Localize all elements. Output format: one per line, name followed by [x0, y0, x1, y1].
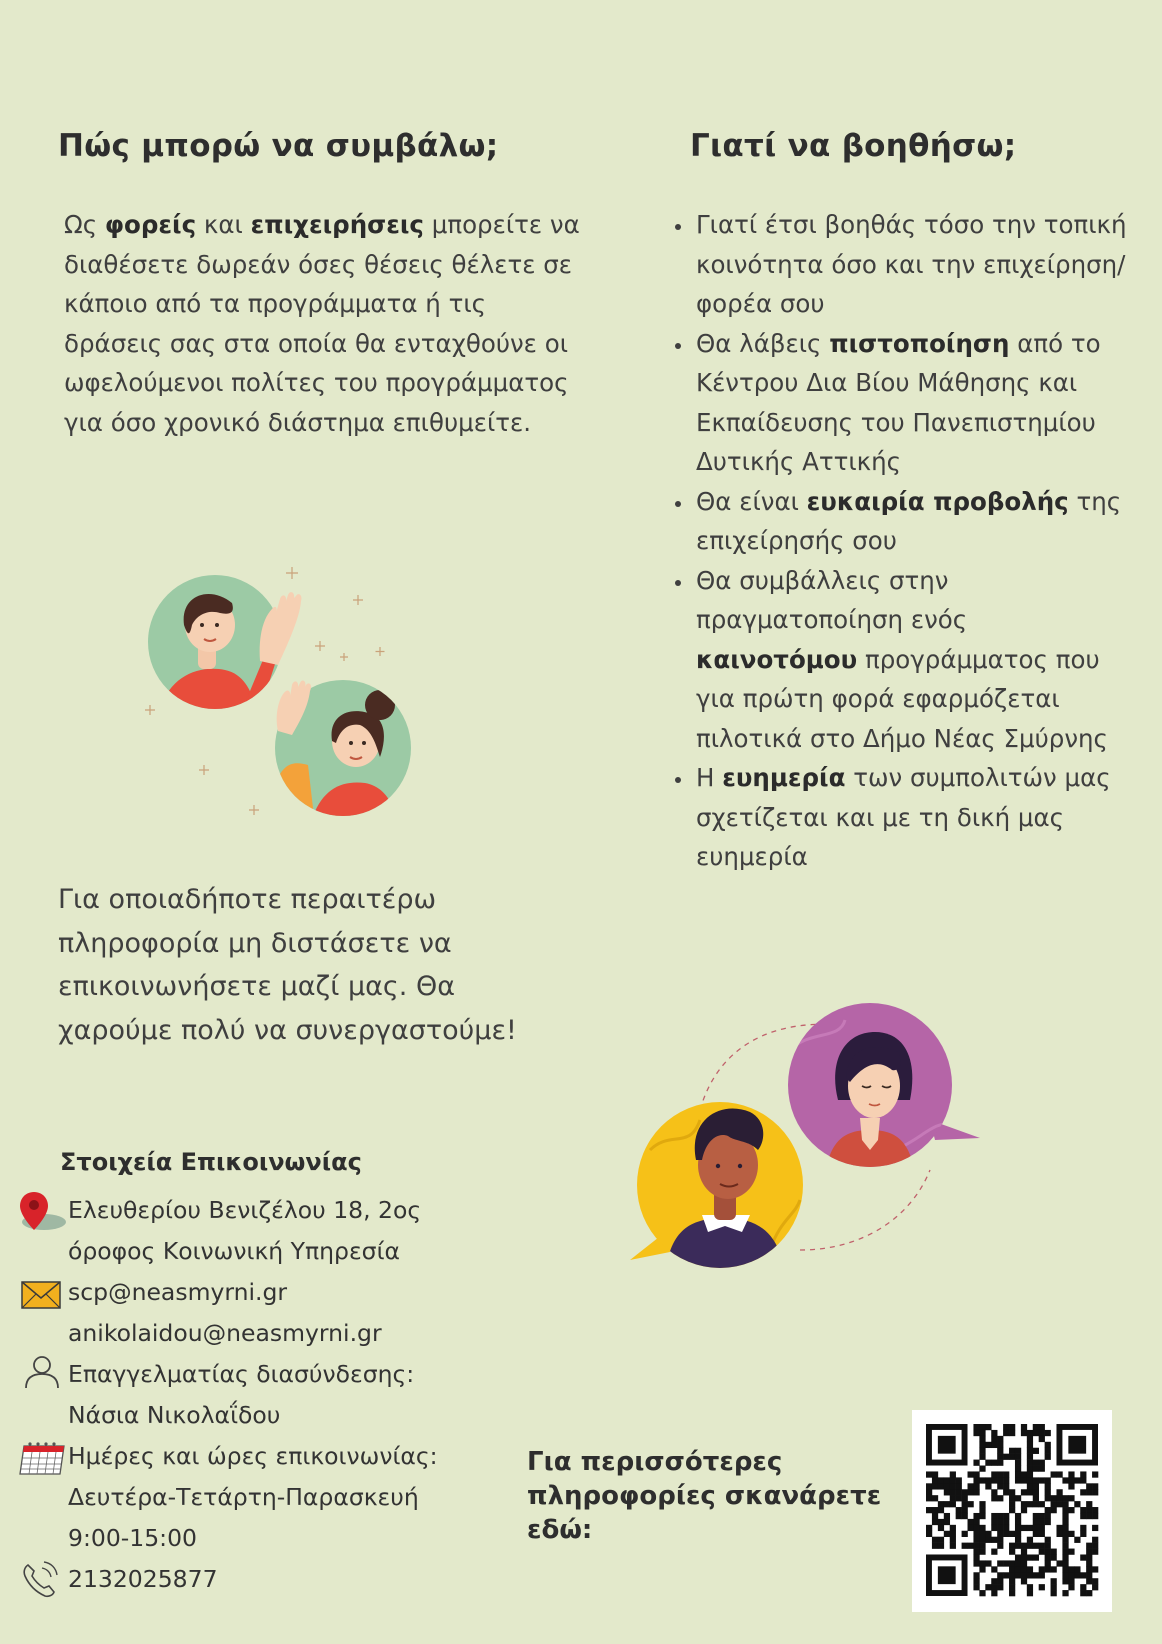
contact-person-row [18, 1354, 488, 1436]
reason-item [694, 482, 1134, 561]
contact-address-row [18, 1190, 488, 1272]
address-line-2: όροφος Κοινωνική Υπηρεσία [68, 1237, 401, 1265]
intro-text: Ως [64, 210, 105, 239]
address-line-1: Ελευθερίου Βενιζέλου 18, 2ος [68, 1196, 422, 1224]
reason-text: από το Κέντρου Δια Βίου Μάθησης και Εκπαίδευσης του Πανεπιστημίου Δυτικής Αττικής [696, 328, 1101, 476]
intro-text: μπορείτε να διαθέσετε δωρεάν όσες θέσεις θέλετε σε κάποιο από τα προγράμματα ή τις δράσεις σας στα οποία θα ενταχθούνε οι ωφελούμενοι πολίτες του προγράμματος για όσο χρονικό διάστημα επιθυμείτε. [64, 210, 580, 437]
hours-days: Δευτέρα-Τετάρτη-Παρασκευή [68, 1483, 419, 1511]
reason-item [694, 561, 1134, 759]
contact-phone-row [18, 1559, 488, 1600]
contact-title: Στοιχεία Επικοινωνίας [60, 1148, 362, 1176]
person-name: Νάσια Νικολαΐδου [68, 1401, 281, 1429]
intro-text: και [196, 210, 251, 239]
hours-time: 9:00-15:00 [68, 1524, 197, 1552]
person-icon [18, 1354, 70, 1394]
right-heading: Γιατί να βοηθήσω; [690, 128, 1017, 164]
reason-text: προγράμματος που για πρώτη φορά εφαρμόζεται πιλοτικά στο Δήμο Νέας Σμύρνης [696, 644, 1108, 753]
reason-text: των συμπολιτών μας σχετίζεται και με τη δική μας ευημερία [696, 763, 1111, 871]
reason-text: Η [696, 763, 723, 792]
qr-code-icon[interactable] [912, 1410, 1112, 1612]
reason-item [694, 324, 1134, 482]
intro-bold-bodies: φορείς [104, 210, 197, 239]
reason-text: της επιχείρησής σου [696, 486, 1122, 555]
intro-paragraph [64, 205, 584, 442]
phone-number-link[interactable]: 2132025877 [68, 1565, 218, 1593]
reason-text: Θα λάβεις [696, 328, 830, 358]
left-heading: Πώς μπορώ να συμβάλω; [58, 128, 499, 164]
person-label: Επαγγελματίας διασύνδεσης: [68, 1360, 415, 1388]
hours-label: Ημέρες και ώρες επικοινωνίας: [68, 1442, 438, 1470]
reason-bold: πιστοποίηση [829, 328, 1010, 358]
reason-item [694, 758, 1134, 877]
email-primary-link[interactable]: scp@neasmyrni.gr [68, 1278, 288, 1306]
intro-bold-businesses: επιχειρήσεις [250, 210, 424, 239]
email-secondary-link[interactable]: anikolaidou@neasmyrni.gr [68, 1319, 382, 1347]
qr-label: Για περισσότερες πληροφορίες σκανάρετε εδώ: [527, 1447, 882, 1545]
reason-text: Θα είναι [696, 486, 807, 516]
envelope-icon [18, 1272, 70, 1312]
contact-email-row [18, 1272, 488, 1354]
location-pin-icon [18, 1190, 70, 1230]
calendar-icon [18, 1436, 70, 1476]
reason-text: Θα συμβάλλεις στην πραγματοποίηση ενός [696, 565, 968, 634]
reason-bold: ευημερία [722, 763, 846, 792]
chatting-people-illustration [630, 1000, 980, 1270]
contact-hours-row [18, 1436, 488, 1559]
reason-text: Γιατί έτσι βοηθάς τόσο την τοπική κοινότητα όσο και την επιχείρηση/φορέα σου [696, 210, 1127, 318]
further-info-text: Για οποιαδήποτε περαιτέρω πληροφορία μη διστάσετε να επικοινωνήσετε μαζί μας. Θα χαρούμε πολύ να συνεργαστούμε! [58, 884, 517, 1046]
reason-item [694, 205, 1134, 324]
reason-bold: ευκαιρία προβολής [806, 486, 1069, 516]
phone-icon [18, 1559, 70, 1599]
reason-bold: καινοτόμου [696, 644, 858, 674]
waving-people-illustration [140, 565, 420, 825]
reasons-list [668, 205, 1134, 877]
